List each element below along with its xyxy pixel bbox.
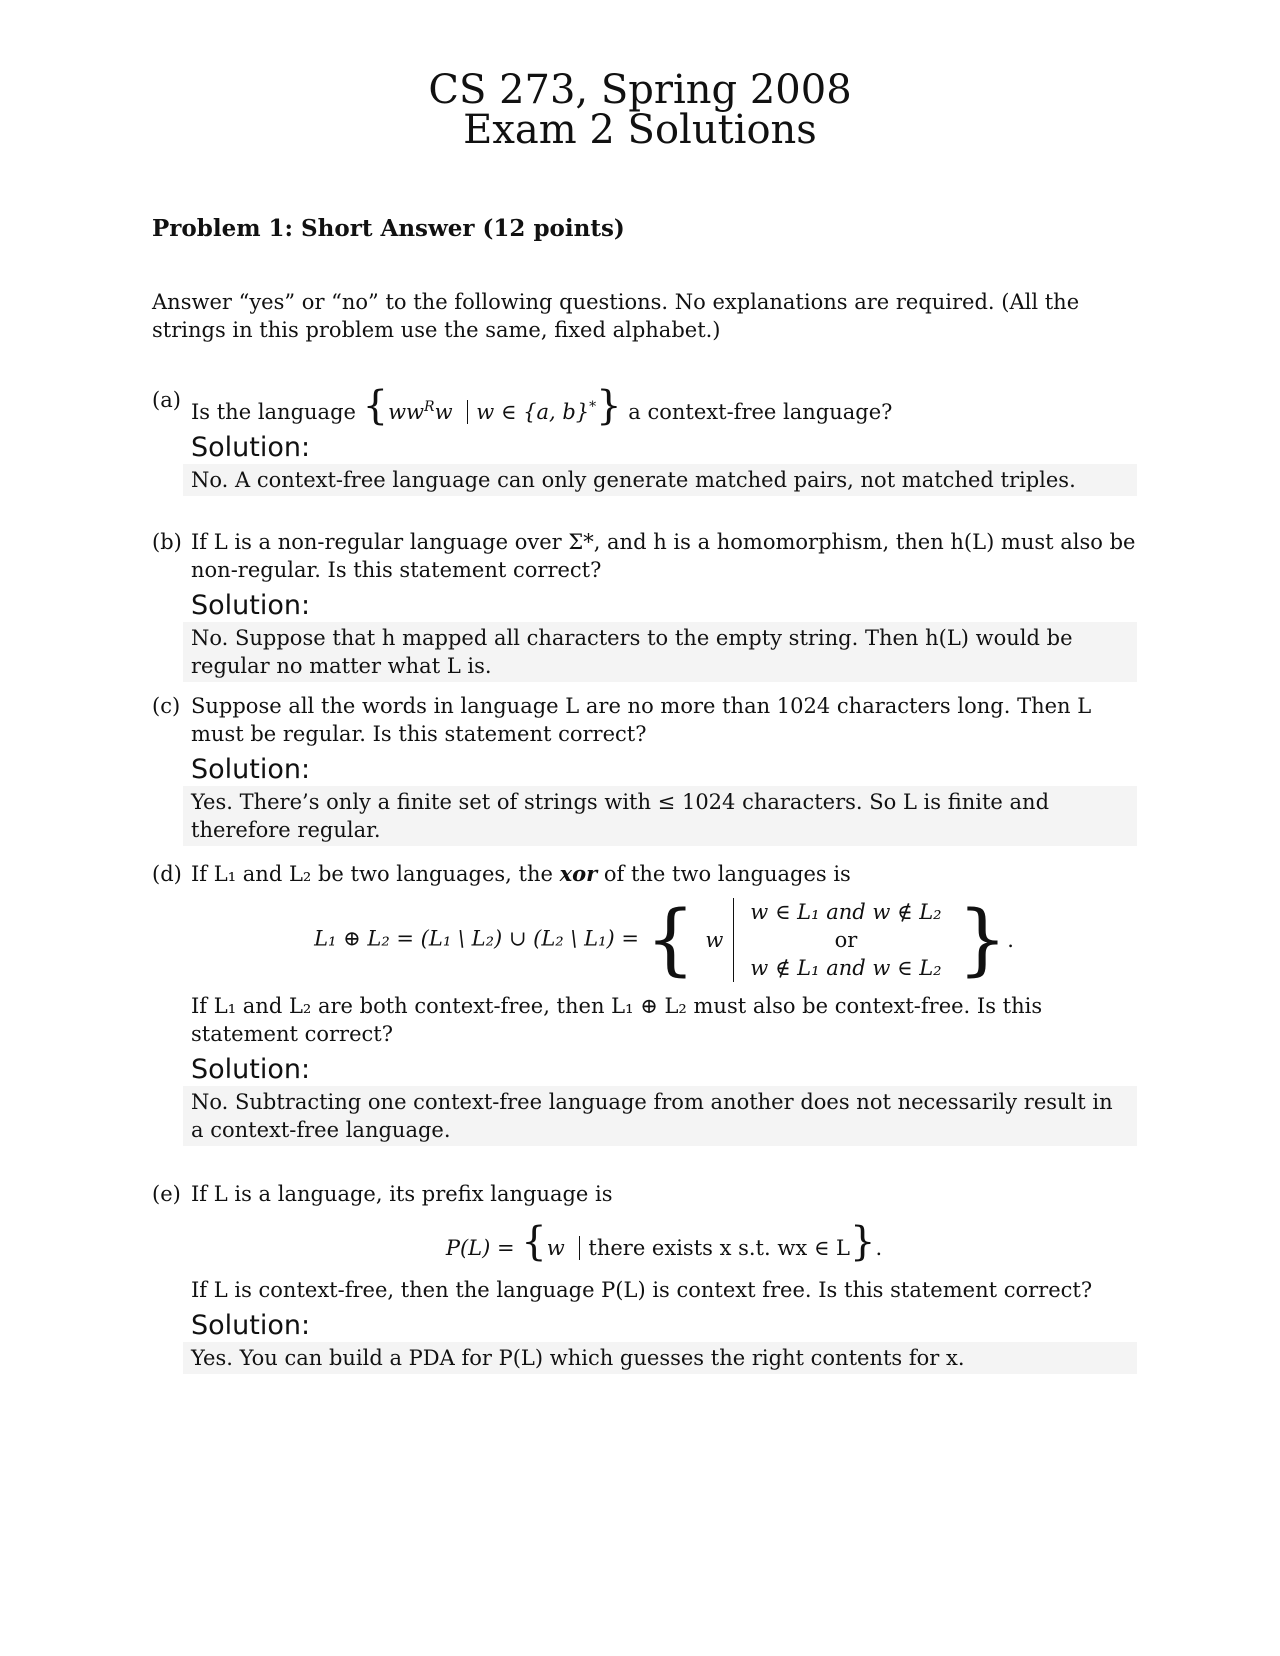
problem-heading: Problem 1: Short Answer (12 points)	[152, 215, 625, 242]
solution-heading: Solution:	[191, 1054, 311, 1085]
question-e	[152, 1180, 1137, 1374]
question-b	[152, 528, 1137, 682]
solution-heading: Solution:	[191, 1310, 311, 1341]
question-intro: If L₁ and L₂ be two languages, the xor of the two languages is	[191, 861, 851, 886]
solution-heading: Solution:	[191, 432, 311, 463]
question-label: (b)	[152, 530, 182, 554]
title-line-2: Exam 2 Solutions	[463, 107, 817, 153]
xor-definition: L₁ ⊕ L₂ = (L₁ \ L₂) ∪ (L₂ \ L₁) = { w w ∈ L₁ and w ∉ L₂ or w ∉ L₁ and w ∈ L₂ } .	[314, 895, 1014, 985]
question-text: Is the language {$ww^Rw$ w ∈ {a, b}*} a context-free language?	[191, 383, 893, 429]
question-c	[152, 692, 1137, 846]
question-label: (a)	[152, 388, 181, 412]
solution-text: Yes. There’s only a finite set of strings with ≤ 1024 characters. So L is finite and therefore regular.	[183, 786, 1137, 846]
question-text: If L is context-free, then the language P(L) is context free. Is this statement correct?	[191, 1278, 1093, 1302]
solution-text: No. Suppose that h mapped all characters to the empty string. Then h(L) would be regular no matter what L is.	[183, 622, 1137, 682]
solution-text: No. A context-free language can only generate matched pairs, not matched triples.	[183, 464, 1137, 496]
solution-text: No. Subtracting one context-free language from another does not necessarily result in a context-free language.	[183, 1086, 1137, 1146]
question-label: (e)	[152, 1182, 181, 1206]
solution-heading: Solution:	[191, 590, 311, 621]
question-intro: If L is a language, its prefix language is	[191, 1182, 613, 1206]
solution-heading: Solution:	[191, 754, 311, 785]
document-title	[0, 67, 1280, 153]
question-text: If L is a non-regular language over Σ*, and h is a homomorphism, then h(L) must also be non-regular. Is this statement correct?	[191, 530, 1136, 582]
question-a	[152, 383, 1137, 496]
question-text: If L₁ and L₂ are both context-free, then L₁ ⊕ L₂ must also be context-free. Is this statement correct?	[191, 994, 1043, 1046]
xor-term: xor	[559, 861, 598, 886]
solution-text: Yes. You can build a PDA for P(L) which guesses the right contents for x.	[183, 1342, 1137, 1374]
title-line-1: CS 273, Spring 2008	[428, 67, 852, 113]
prefix-definition: P(L) = {w there exists x s.t. wx ∈ L}.	[445, 1219, 883, 1265]
question-label: (d)	[152, 862, 182, 886]
question-text: Suppose all the words in language L are no more than 1024 characters long. Then L must be regular. Is this statement correct?	[191, 694, 1092, 746]
question-d	[152, 860, 1137, 1146]
problem-intro: Answer “yes” or “no” to the following questions. No explanations are required. (All the strings in this problem use the same, fixed alphabet.)	[152, 290, 1080, 342]
question-label: (c)	[152, 694, 181, 718]
